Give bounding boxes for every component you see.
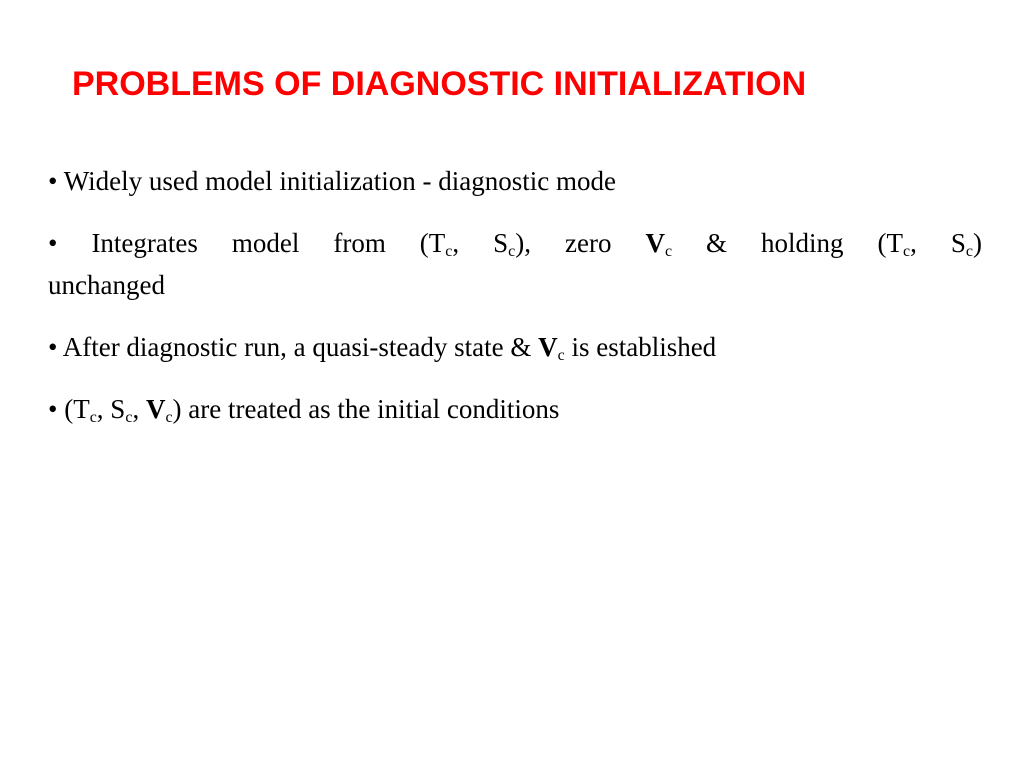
bullet-text: is established (564, 332, 717, 362)
subscript: c (165, 409, 173, 426)
subscript: c (445, 243, 453, 260)
bullet-item-4 (48, 388, 982, 430)
bullet-marker: • (48, 332, 58, 362)
bullet-text: ) (973, 228, 982, 258)
bullet-text: , S (910, 228, 966, 258)
bullet-item-2 (48, 222, 982, 306)
bullet-text: & holding (T (672, 228, 904, 258)
bullet-text: , (132, 394, 146, 424)
subscript: c (664, 243, 673, 260)
bullet-list (48, 160, 982, 450)
bullet-item-1 (48, 160, 982, 202)
subscript: c (508, 243, 516, 260)
bullet-marker: • (48, 228, 58, 258)
bullet-text: , S (452, 228, 509, 258)
bullet-line (48, 222, 982, 264)
bullet-text: (T (64, 394, 90, 424)
bullet-text: ), zero (515, 228, 646, 258)
bullet-text: ) are treated as the initial conditions (172, 394, 560, 424)
bold-symbol: V (145, 394, 166, 424)
bullet-text: Integrates model from (T (91, 228, 446, 258)
bullet-text: Widely used model initialization - diagnostic mode (63, 166, 617, 196)
bold-symbol: V (538, 332, 558, 362)
bullet-marker: • (48, 394, 58, 424)
bullet-continuation: unchanged (48, 270, 165, 300)
subscript: c (557, 347, 565, 364)
bold-symbol: V (645, 228, 665, 258)
bullet-text: After diagnostic run, a quasi-steady state & (62, 332, 539, 362)
subscript: c (965, 243, 973, 260)
slide-title: PROBLEMS OF DIAGNOSTIC INITIALIZATION (72, 65, 807, 103)
bullet-marker: • (48, 166, 58, 196)
subscript: c (903, 243, 911, 260)
subscript: c (125, 409, 133, 426)
subscript: c (89, 409, 97, 426)
bullet-text: , S (96, 394, 126, 424)
bullet-item-3 (48, 326, 982, 368)
